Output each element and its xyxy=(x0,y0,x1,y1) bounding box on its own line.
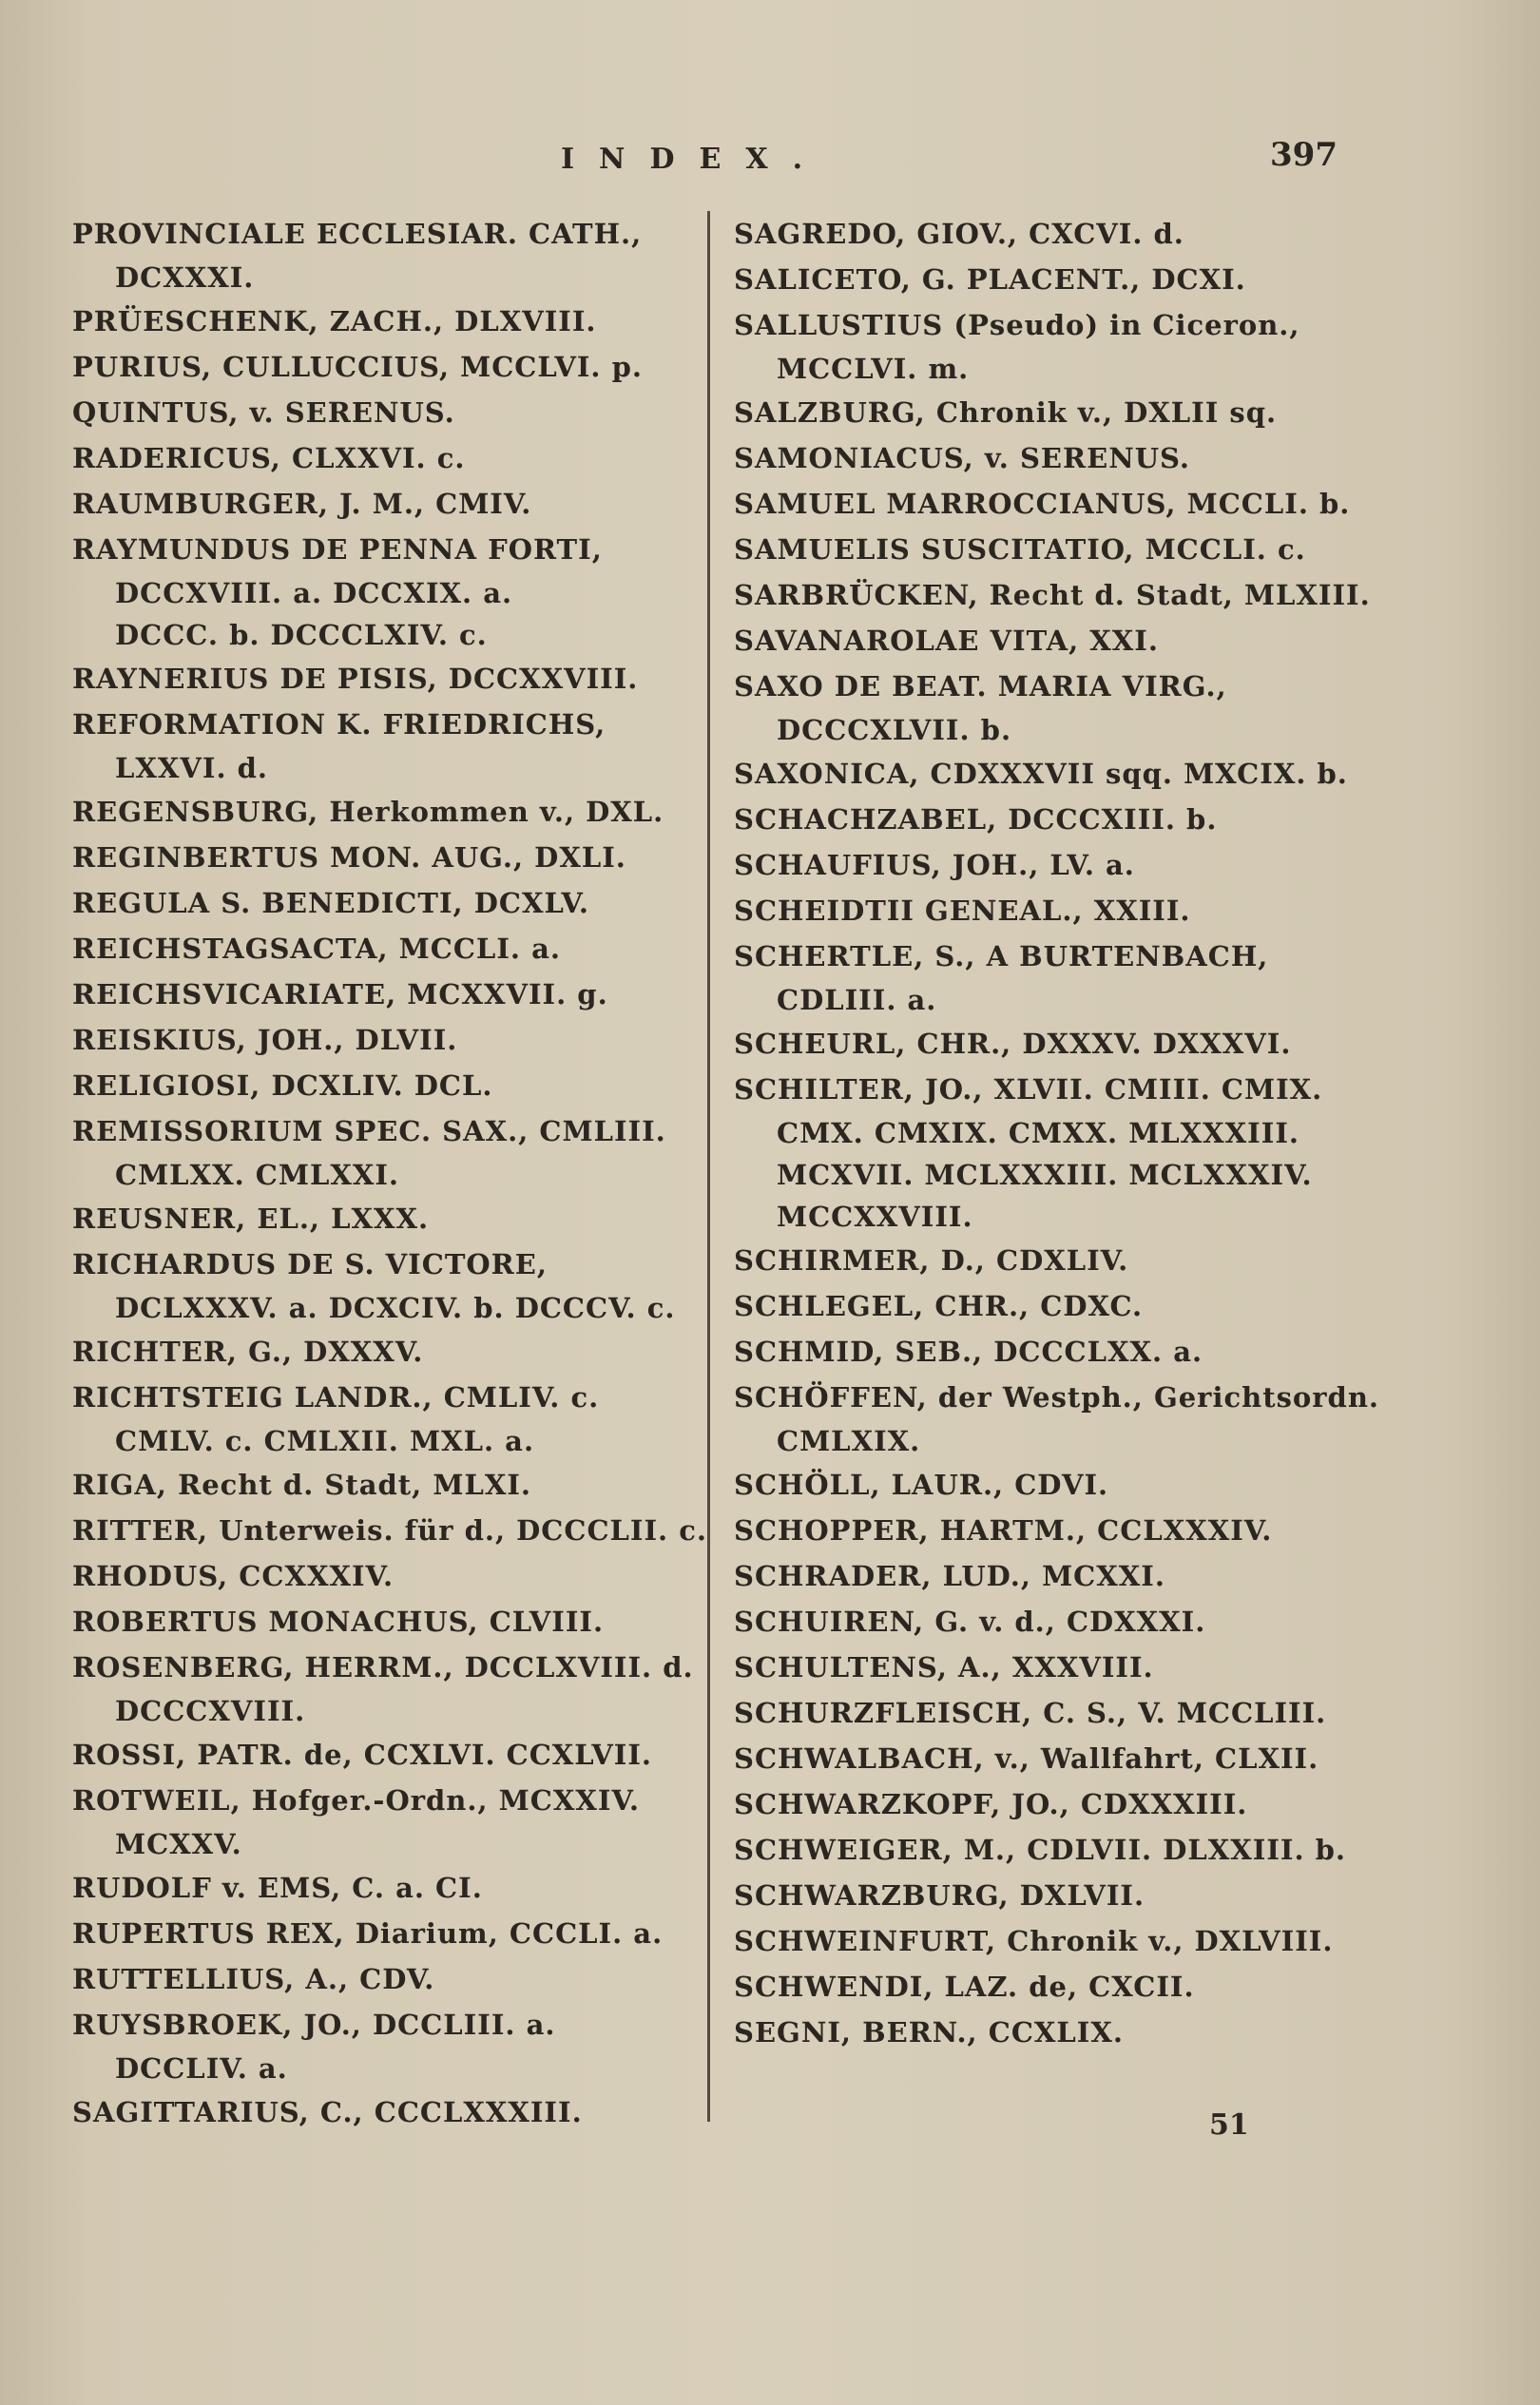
index-entry-continuation: CDLIII. a. xyxy=(777,984,937,1016)
index-entry-heading: SCHIRMER, D., CDXLIV. xyxy=(734,1244,1129,1277)
index-entry-continuation: DCCCXVIII. xyxy=(115,1695,306,1727)
index-entry-heading: REICHSTAGSACTA, MCCLI. a. xyxy=(72,933,561,965)
index-entry-heading: SCHACHZABEL, DCCCXIII. b. xyxy=(734,803,1218,836)
index-entry-heading: SAVANAROLAE VITA, XXI. xyxy=(734,625,1159,657)
index-entry-heading: REFORMATION K. FRIEDRICHS, xyxy=(72,708,606,741)
index-entry-heading: SAMONIACUS, v. SERENUS. xyxy=(734,442,1191,474)
index-entry xyxy=(734,1238,1399,1283)
index-entry-heading: RICHARDUS DE S. VICTORE, xyxy=(72,1248,548,1280)
index-entry-heading: ROSSI, PATR. de, CCXLVI. CCXLVII. xyxy=(72,1739,652,1771)
index-entry-heading: REUSNER, EL., LXXX. xyxy=(72,1202,430,1235)
index-entry xyxy=(734,1964,1399,2010)
index-entry-continuation: CMLV. c. CMLXII. MXL. a. xyxy=(115,1425,535,1457)
index-entry-heading: SCHÖLL, LAUR., CDVI. xyxy=(734,1469,1109,1501)
index-entry-heading: SCHAUFIUS, JOH., LV. a. xyxy=(734,849,1135,881)
index-entry xyxy=(734,1690,1399,1736)
index-entry-heading: SCHERTLE, S., A BURTENBACH, xyxy=(734,940,1269,972)
index-entry-continuation: CMLXIX. xyxy=(777,1425,921,1457)
index-entry xyxy=(734,1736,1399,1781)
index-entry-heading: SCHRADER, LUD., MCXXI. xyxy=(734,1560,1165,1592)
index-entry-heading: REGINBERTUS MON. AUG., DXLI. xyxy=(72,841,626,874)
index-entry xyxy=(734,481,1399,527)
index-entry-heading: SCHEIDTII GENEAL., XXIII. xyxy=(734,895,1191,927)
index-entry-heading: ROSENBERG, HERRM., DCCLXVIII. d. xyxy=(72,1651,694,1684)
index-entry-heading: SALLUSTIUS (Pseudo) in Ciceron., xyxy=(734,309,1300,341)
index-entry-heading: REICHSVICARIATE, MCXXVII. g. xyxy=(72,978,608,1010)
index-entry-heading: RICHTSTEIG LANDR., CMLIV. c. xyxy=(72,1381,600,1414)
index-entry xyxy=(72,1778,738,1865)
index-entry xyxy=(72,1017,738,1063)
index-entry-continuation: CMLXX. CMLXXI. xyxy=(115,1159,400,1191)
index-entry-heading: RAUMBURGER, J. M., CMIV. xyxy=(72,488,532,520)
index-entry-heading: SALICETO, G. PLACENT., DCXI. xyxy=(734,263,1246,296)
index-entry-heading: SCHWARZKOPF, JO., CDXXXIII. xyxy=(734,1788,1248,1820)
index-entry-heading: RELIGIOSI, DCXLIV. DCL. xyxy=(72,1069,493,1102)
index-entry-continuation: MCXXV. xyxy=(115,1828,242,1860)
index-entry-heading: SAGITTARIUS, C., CCCLXXXIII. xyxy=(72,2096,583,2128)
index-entry-heading: PRÜESCHENK, ZACH., DLXVIII. xyxy=(72,305,597,337)
index-entry xyxy=(734,257,1399,302)
index-entry-heading: REMISSORIUM SPEC. SAX., CMLIII. xyxy=(72,1115,666,1147)
index-entry-heading: RITTER, Unterweis. für d., DCCCLII. c. xyxy=(72,1514,707,1547)
index-entry-heading: SALZBURG, Chronik v., DXLII sq. xyxy=(734,396,1278,429)
index-entry-heading: RHODUS, CCXXXIV. xyxy=(72,1560,395,1592)
index-entry-heading: SCHILTER, JO., XLVII. CMIII. CMIX. xyxy=(734,1073,1323,1106)
index-entry xyxy=(72,1956,738,2002)
index-entry xyxy=(734,1645,1399,1690)
index-entry xyxy=(734,1599,1399,1645)
index-entry-continuation: CMX. CMXIX. CMXX. MLXXXIII. xyxy=(777,1117,1299,1149)
index-entry-heading: SARBRÜCKEN, Recht d. Stadt, MLXIII. xyxy=(734,579,1371,611)
index-entry xyxy=(72,2089,738,2135)
index-entry xyxy=(734,618,1399,664)
index-entry-continuation: DCCXVIII. a. DCCXIX. a. xyxy=(115,577,513,609)
index-entry xyxy=(72,1732,738,1778)
index-entry-heading: SCHWEIGER, M., CDLVII. DLXXIII. b. xyxy=(734,1834,1347,1866)
index-entry xyxy=(734,664,1399,751)
index-entry-heading: SCHWENDI, LAZ. de, CXCII. xyxy=(734,1971,1195,2003)
index-entry xyxy=(72,1462,738,1508)
index-entry xyxy=(72,880,738,926)
index-entry-continuation: DCCC. b. DCCCLXIV. c. xyxy=(115,619,488,651)
index-entry-continuation: DCXXXI. xyxy=(115,261,255,294)
index-entry-heading: SCHMID, SEB., DCCCLXX. a. xyxy=(734,1336,1203,1368)
index-entry xyxy=(72,656,738,702)
index-entry-heading: SCHWALBACH, v., Wallfahrt, CLXII. xyxy=(734,1742,1319,1775)
index-entry-continuation: DCLXXXV. a. DCXCIV. b. DCCCV. c. xyxy=(115,1292,676,1324)
index-entry-heading: SAMUELIS SUSCITATIO, MCCLI. c. xyxy=(734,533,1306,566)
index-entry xyxy=(734,2010,1399,2055)
index-entry-heading: SCHULTENS, A., XXXVIII. xyxy=(734,1651,1154,1684)
index-entry xyxy=(72,344,738,390)
index-entry xyxy=(734,1918,1399,1964)
page-title: INDEX. xyxy=(561,143,828,176)
index-entry-heading: SAXO DE BEAT. MARIA VIRG., xyxy=(734,670,1227,702)
index-entry xyxy=(734,1375,1399,1462)
index-entry xyxy=(72,1865,738,1911)
index-entry-heading: SCHUIREN, G. v. d., CDXXXI. xyxy=(734,1606,1206,1638)
index-entry-heading: SCHWEINFURT, Chronik v., DXLVIII. xyxy=(734,1925,1334,1957)
index-entry-heading: RUTTELLIUS, A., CDV. xyxy=(72,1963,435,1995)
index-entry-heading: REISKIUS, JOH., DLVII. xyxy=(72,1024,458,1056)
index-entry xyxy=(734,1553,1399,1599)
index-entry-heading: SCHOPPER, HARTM., CCLXXXIV. xyxy=(734,1514,1273,1547)
index-entry xyxy=(72,702,738,789)
index-entry xyxy=(734,797,1399,842)
index-entry xyxy=(734,1067,1399,1238)
index-entry-heading: REGENSBURG, Herkommen v., DXL. xyxy=(72,796,664,828)
index-entry-heading: SCHEURL, CHR., DXXXV. DXXXVI. xyxy=(734,1028,1292,1060)
index-entry xyxy=(734,1462,1399,1508)
index-entry-heading: ROTWEIL, Hofger.-Ordn., MCXXIV. xyxy=(72,1784,640,1817)
index-entry-heading: RUPERTUS REX, Diarium, CCCLI. a. xyxy=(72,1917,664,1950)
index-entry xyxy=(734,1873,1399,1918)
index-entry xyxy=(72,2002,738,2089)
index-entry-heading: REGULA S. BENEDICTI, DCXLV. xyxy=(72,887,589,919)
index-entry xyxy=(734,211,1399,257)
index-entry-continuation: DCCCXLVII. b. xyxy=(777,714,1012,746)
index-entry-heading: SAMUEL MARROCCIANUS, MCCLI. b. xyxy=(734,488,1351,520)
index-column-right xyxy=(734,211,1399,2055)
index-entry xyxy=(734,751,1399,797)
index-entry xyxy=(734,1329,1399,1375)
index-entry xyxy=(734,1508,1399,1553)
index-entry xyxy=(72,481,738,527)
index-entry-heading: PROVINCIALE ECCLESIAR. CATH., xyxy=(72,218,643,250)
page-number: 397 xyxy=(1270,136,1338,174)
index-entry-heading: SCHWARZBURG, DXLVII. xyxy=(734,1879,1145,1912)
index-entry xyxy=(734,527,1399,572)
index-entry-heading: RIGA, Recht d. Stadt, MLXI. xyxy=(72,1469,532,1501)
index-entry xyxy=(72,835,738,880)
index-entry xyxy=(72,1553,738,1599)
index-entry xyxy=(72,1375,738,1462)
index-entry-continuation: MCCLVI. m. xyxy=(777,353,970,385)
index-entry xyxy=(734,1781,1399,1827)
index-entry-heading: ROBERTUS MONACHUS, CLVIII. xyxy=(72,1606,605,1638)
index-entry xyxy=(734,435,1399,481)
index-entry xyxy=(72,435,738,481)
index-entry-heading: PURIUS, CULLUCCIUS, MCCLVI. p. xyxy=(72,351,643,383)
column-divider xyxy=(707,211,710,2122)
index-entry xyxy=(72,1599,738,1645)
signature-mark: 51 xyxy=(1209,2108,1249,2142)
index-entry xyxy=(734,1827,1399,1873)
index-entry xyxy=(734,842,1399,888)
index-entry-heading: QUINTUS, v. SERENUS. xyxy=(72,396,455,429)
index-entry-heading: RADERICUS, CLXXVI. c. xyxy=(72,442,466,474)
index-entry xyxy=(734,390,1399,435)
index-entry xyxy=(72,926,738,972)
index-entry xyxy=(72,1241,738,1329)
index-entry xyxy=(72,1911,738,1956)
index-entry xyxy=(72,1329,738,1375)
index-entry xyxy=(72,1063,738,1108)
index-entry xyxy=(72,527,738,656)
index-entry xyxy=(734,1283,1399,1329)
index-entry-heading: SCHÖFFEN, der Westph., Gerichtsordn. xyxy=(734,1381,1379,1414)
index-entry xyxy=(72,211,738,298)
index-column-left xyxy=(72,211,738,2135)
index-entry xyxy=(72,1196,738,1241)
index-entry xyxy=(72,1508,738,1553)
index-entry-continuation: LXXVI. d. xyxy=(115,752,269,784)
index-entry xyxy=(72,1645,738,1732)
index-entry xyxy=(734,888,1399,933)
index-entry-heading: RUDOLF v. EMS, C. a. CI. xyxy=(72,1872,483,1904)
index-entry xyxy=(734,302,1399,390)
index-entry-continuation: MCXVII. MCLXXXIII. MCLXXXIV. xyxy=(777,1159,1313,1191)
index-entry-heading: SCHLEGEL, CHR., CDXC. xyxy=(734,1290,1144,1322)
index-entry-continuation: DCCLIV. a. xyxy=(115,2052,288,2085)
index-entry-heading: SCHURZFLEISCH, C. S., V. MCCLIII. xyxy=(734,1697,1327,1729)
index-entry-heading: RICHTER, G., DXXXV. xyxy=(72,1336,424,1368)
index-entry-heading: RAYNERIUS DE PISIS, DCCXXVIII. xyxy=(72,663,639,695)
index-entry xyxy=(734,1021,1399,1067)
index-entry-heading: RAYMUNDUS DE PENNA FORTI, xyxy=(72,533,603,566)
index-entry xyxy=(72,1108,738,1196)
index-entry-heading: SAGREDO, GIOV., CXCVI. d. xyxy=(734,218,1184,250)
index-entry-heading: RUYSBROEK, JO., DCCLIII. a. xyxy=(72,2009,556,2041)
index-entry xyxy=(734,572,1399,618)
index-entry-continuation: MCCXXVIII. xyxy=(777,1201,973,1233)
index-entry xyxy=(72,298,738,344)
index-entry xyxy=(72,789,738,835)
index-entry xyxy=(734,933,1399,1021)
index-entry xyxy=(72,972,738,1017)
index-entry-heading: SEGNI, BERN., CCXLIX. xyxy=(734,2016,1124,2049)
index-entry xyxy=(72,390,738,435)
index-entry-heading: SAXONICA, CDXXXVII sqq. MXCIX. b. xyxy=(734,758,1348,790)
